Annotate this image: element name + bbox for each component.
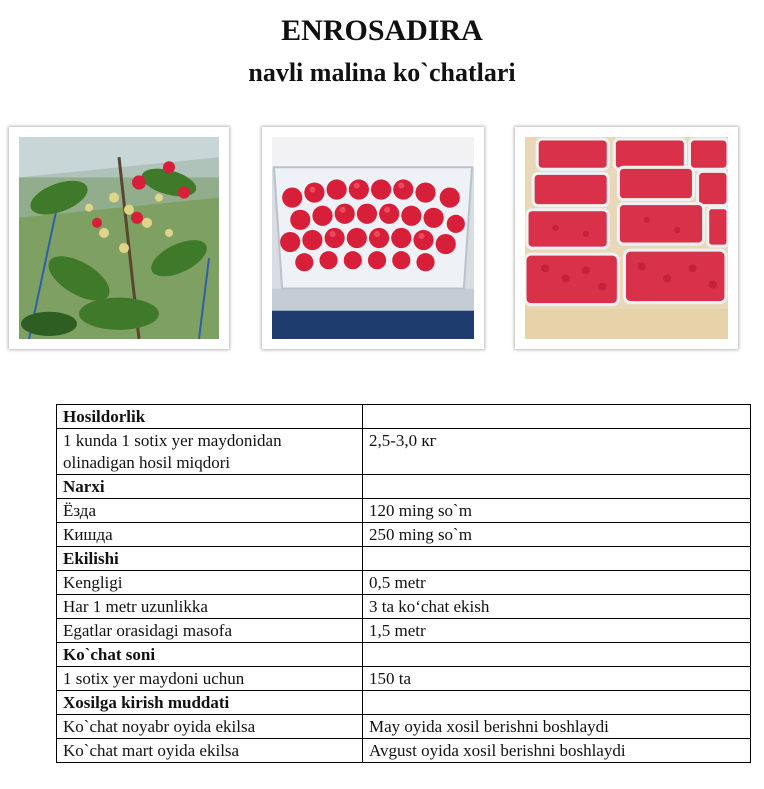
page-subtitle: navli malina ko`chatlari (248, 58, 516, 87)
row-label: 1 sotix yer maydoni uchun (57, 667, 363, 691)
section-heading: Ekilishi (57, 547, 363, 571)
row-value: 120 ming so`m (363, 499, 751, 523)
table-section-row (57, 691, 751, 715)
table-row (57, 595, 751, 619)
table-row (57, 739, 751, 763)
row-label: 1 kunda 1 sotix yer maydonidan olinadigan hosil miqdori (57, 429, 363, 475)
table-row (57, 571, 751, 595)
photo-raspberry-bush (9, 127, 229, 349)
section-heading: Hosildorlik (57, 405, 363, 429)
page-title: ENROSADIRA (281, 14, 483, 47)
table-row (57, 619, 751, 643)
section-heading: Narxi (57, 475, 363, 499)
row-label: Ёзда (57, 499, 363, 523)
row-value: 250 ming so`m (363, 523, 751, 547)
table-row (57, 667, 751, 691)
row-value (363, 691, 751, 715)
table-section-row (57, 643, 751, 667)
raspberry-container-image (272, 137, 474, 339)
row-value: 0,5 metr (363, 571, 751, 595)
photo-raspberry-packs (515, 127, 738, 349)
row-label: Ko`chat mart oyida ekilsa (57, 739, 363, 763)
table-section-row (57, 475, 751, 499)
row-value (363, 643, 751, 667)
row-value: 2,5-3,0 кг (363, 429, 751, 475)
row-value: Avgust oyida xosil berishni boshlaydi (363, 739, 751, 763)
row-value: 150 ta (363, 667, 751, 691)
row-label: Egatlar orasidagi masofa (57, 619, 363, 643)
raspberry-bush-image (19, 137, 219, 339)
row-value (363, 475, 751, 499)
row-label: Кишда (57, 523, 363, 547)
row-label: Kengligi (57, 571, 363, 595)
table-row (57, 715, 751, 739)
row-value: 1,5 metr (363, 619, 751, 643)
table-section-row (57, 405, 751, 429)
raspberry-packs-image (525, 137, 728, 339)
row-value: May oyida xosil berishni boshlaydi (363, 715, 751, 739)
row-value: 3 ta ko‘chat ekish (363, 595, 751, 619)
section-heading: Xosilga kirish muddati (57, 691, 363, 715)
row-label: Ko`chat noyabr oyida ekilsa (57, 715, 363, 739)
table-row (57, 429, 751, 475)
table-row (57, 499, 751, 523)
specs-table (56, 404, 751, 763)
table-row (57, 523, 751, 547)
row-value (363, 405, 751, 429)
specs-table-body (57, 405, 751, 763)
table-section-row (57, 547, 751, 571)
photo-raspberry-container (262, 127, 484, 349)
section-heading: Ko`chat soni (57, 643, 363, 667)
row-label: Har 1 metr uzunlikka (57, 595, 363, 619)
row-value (363, 547, 751, 571)
